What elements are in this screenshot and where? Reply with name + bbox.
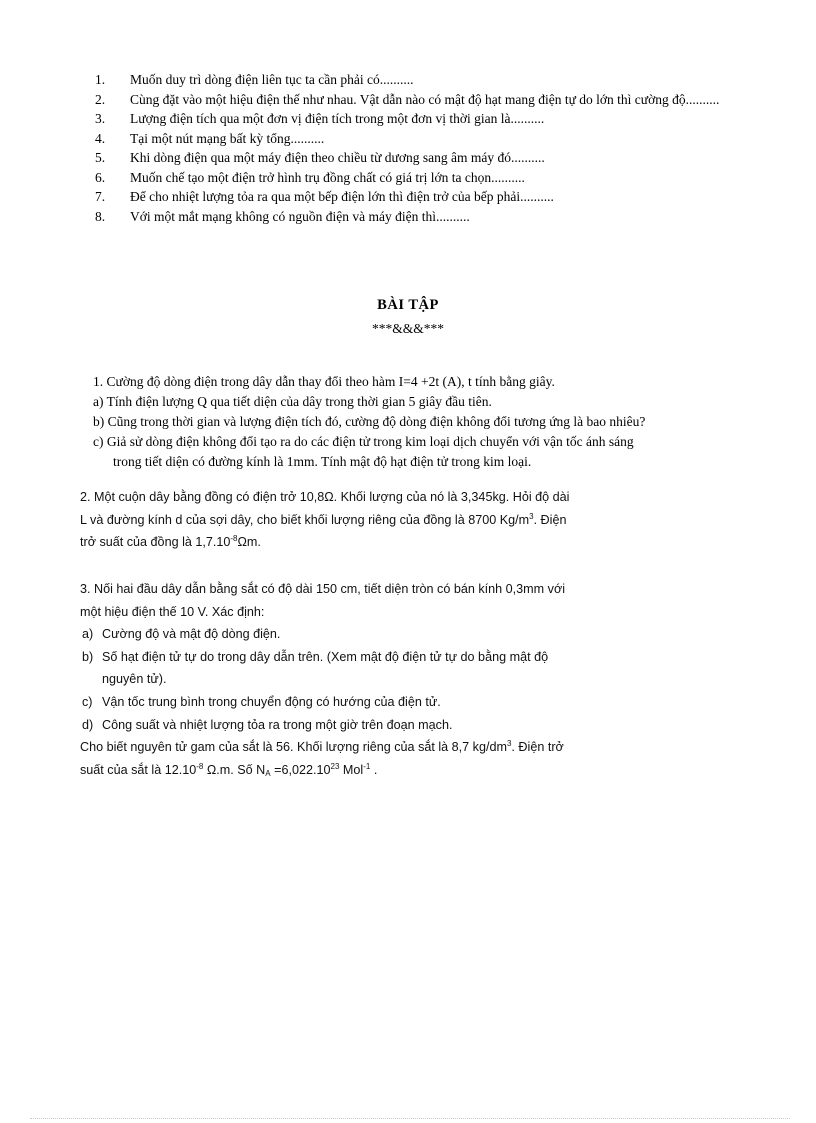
exercise-1-part-b: b) Cũng trong thời gian và lượng điện tích đó, cường độ dòng điện không đổi tương ứng là bao nhiêu? [93,414,646,429]
item-label: c) [82,694,93,709]
exercise-3-given [80,759,660,782]
exercise-2-line [80,531,660,554]
exercise-3-item [80,714,660,737]
list-item [95,187,735,207]
exercise-1-part-c: c) Giả sử dòng điện không đổi tạo ra do các điện tử trong kim loại dịch chuyển với vận tốc ánh sáng [93,434,634,449]
question-text: Tại một nút mạng bất kỳ tổng.......... [130,130,325,146]
question-text: Cùng đặt vào một hiệu điện thế như nhau. Vật dẫn nào có mật độ hạt mang điện tự do lớn thì cường độ.......... [130,91,720,107]
text-run: . Điện [533,512,567,527]
text-run: trở suất của đồng là 1,7.10 [80,535,231,550]
exercise-3-item [80,691,660,714]
text-run: Mol [339,762,364,777]
question-number: 4. [95,130,106,146]
exercise-3-item [80,623,660,646]
question-number: 3. [95,111,106,126]
item-text: Cường độ và mật độ dòng điện. [102,627,281,642]
item-text: Công suất và nhiệt lượng tỏa ra trong một giờ trên đoạn mạch. [102,717,453,732]
superscript: 23 [330,761,340,771]
list-item [95,148,735,168]
text-run: . Điện trở [511,740,564,755]
text-run: Ω.m. Số N [203,762,266,777]
text-run: suất của sắt là 12.10 [80,762,197,777]
superscript: 3 [506,739,512,749]
question-text: Khi dòng điện qua một máy điện theo chiều từ dương sang âm máy đó.......... [130,150,545,165]
exercise-2 [80,486,660,554]
superscript: -8 [196,761,204,771]
subscript: A [265,768,271,778]
list-item [95,70,735,90]
list-item [95,207,735,227]
item-text: Vận tốc trung bình trong chuyển động có hướng của điện tử. [102,694,441,709]
exercise-1-part-a: a) Tính điện lượng Q qua tiết diện của dây trong thời gian 5 giây đầu tiên. [93,394,492,409]
exercise-3 [80,578,660,781]
item-text: Số hạt điện tử tự do trong dây dẫn trên. (Xem mật độ điện tử tự do bằng mật độ [102,649,549,664]
exercise-2-line: 2. Một cuộn dây bằng đồng có điện trở 10,8Ω. Khối lượng của nó là 3,345kg. Hỏi độ dài [80,490,570,504]
exercise-3-given [80,736,660,759]
item-text: nguyên tử). [102,672,167,687]
exercise-1 [93,372,763,472]
list-item [95,90,735,110]
question-text: Lượng điện tích qua một đơn vị điện tích trong một đơn vị thời gian là.......... [130,111,545,126]
text-run: L và đường kính d của sợi dây, cho biết khối lượng riêng của đồng là 8700 Kg/m [80,512,530,527]
superscript: 3 [529,511,534,521]
exercise-2-line [80,509,660,532]
text-run: Ωm. [237,535,261,550]
page-bottom-divider [30,1118,790,1119]
item-label: b) [82,649,94,664]
text-run: . [370,762,378,777]
list-item [95,168,735,188]
question-text: Để cho nhiệt lượng tỏa ra qua một bếp điện lớn thì điện trở của bếp phải.......... [130,189,554,204]
fill-in-question-list [95,70,735,226]
item-label: d) [82,717,94,732]
exercise-1-intro: 1. Cường độ dòng điện trong dây dẫn thay đổi theo hàm I=4 +2t (A), t tính bằng giây. [93,374,555,389]
section-ornament: ***&&&*** [371,321,444,336]
exercise-3-item [80,646,660,669]
list-item [95,129,735,149]
question-number: 8. [95,208,106,224]
superscript: -1 [363,761,371,771]
question-number: 5. [95,150,106,165]
item-label: a) [82,627,94,642]
text-run: =6,022.10 [270,762,331,777]
superscript: -8 [230,534,238,544]
section-title: BÀI TẬP [377,297,439,313]
question-number: 6. [95,169,106,185]
question-text: Muốn chế tạo một điện trở hình trụ đồng chất có giá trị lớn ta chọn.......... [130,169,525,185]
text-run: Cho biết nguyên tử gam của sắt là 56. Khối lượng riêng của sắt là 8,7 kg/dm [80,740,507,755]
exercise-1-part-c-continued: trong tiết diện có đường kính là 1mm. Tính mật độ hạt điện tử trong kim loại. [113,454,532,469]
question-number: 2. [95,91,106,107]
question-text: Với một mắt mạng không có nguồn điện và máy điện thì.......... [130,208,470,224]
question-text: Muốn duy trì dòng điện liên tục ta cần phải có.......... [130,72,414,87]
list-item [95,109,735,129]
question-number: 1. [95,72,106,87]
exercise-3-item [80,668,660,691]
exercise-3-intro: một hiệu điện thế 10 V. Xác định: [80,604,265,619]
exercise-3-intro: 3. Nối hai đầu dây dẫn bằng sắt có độ dài 150 cm, tiết diện tròn có bán kính 0,3mm với [80,582,566,596]
question-number: 7. [95,189,106,204]
